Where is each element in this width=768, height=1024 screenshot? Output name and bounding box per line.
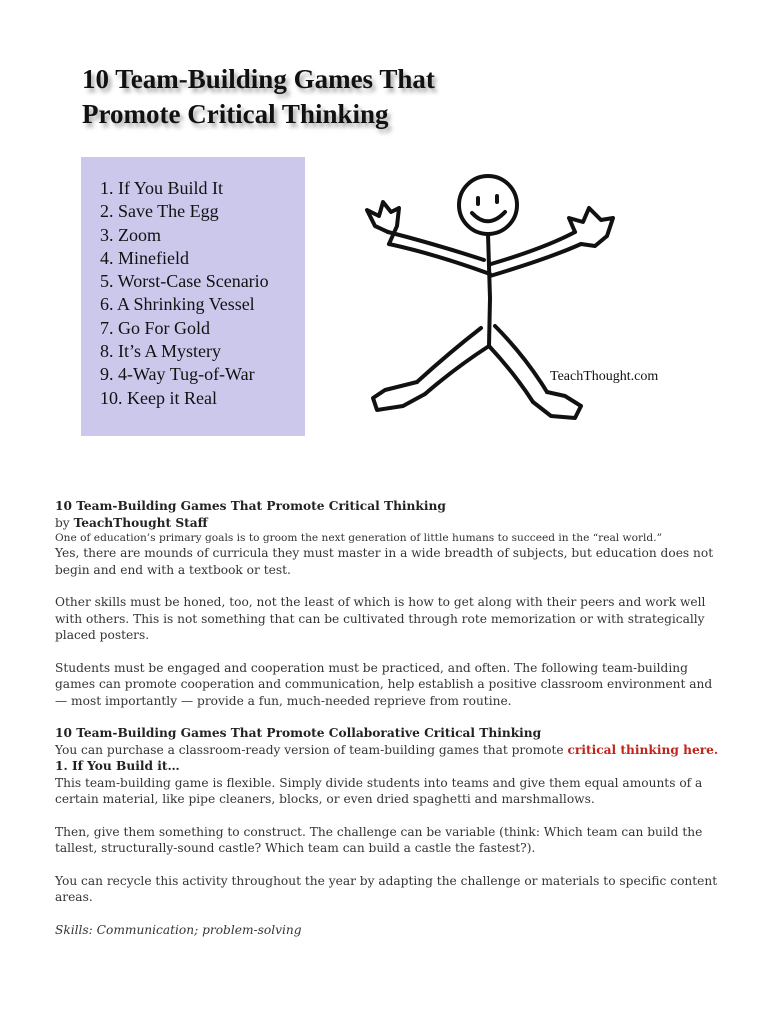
game-title: 1. If You Build it… bbox=[55, 759, 180, 773]
paragraph: This team-building game is flexible. Simply divide students into teams and give them equal amounts of a certain material, like pipe cleaners, blocks, or even dried spaghetti and marshmallows. bbox=[55, 775, 703, 806]
list-item: 7. Go For Gold bbox=[100, 317, 211, 338]
purchase-line bbox=[55, 742, 720, 759]
paragraph: Students must be engaged and cooperation must be practiced, and often. The following team-building games can promote cooperation and communication, help establish a positive classroom environment and — most importantly — provide a fun, much-needed reprieve from routine. bbox=[55, 660, 713, 708]
page-title bbox=[82, 62, 642, 132]
article-body bbox=[55, 498, 720, 938]
list-item: 9. 4-Way Tug-of-War bbox=[100, 364, 255, 385]
list-item: 1. If You Build It bbox=[100, 178, 224, 198]
critical-thinking-link[interactable]: critical thinking here. bbox=[567, 742, 719, 757]
title-line-1: 10 Team-Building Games That bbox=[82, 64, 435, 94]
list-item: 4. Minefield bbox=[100, 247, 189, 268]
intro-text: One of education’s primary goals is to groom the next generation of little humans to succeed in the “real world.” bbox=[55, 532, 662, 544]
image-credit: TeachThought.com bbox=[550, 369, 659, 384]
list-item: 5. Worst-Case Scenario bbox=[100, 271, 269, 292]
list-item: 3. Zoom bbox=[100, 224, 161, 245]
purchase-text: You can purchase a classroom-ready version of team-building games that promote bbox=[55, 742, 568, 757]
list-item: 2. Save The Egg bbox=[100, 201, 219, 222]
author-name: TeachThought Staff bbox=[73, 515, 208, 530]
list-item: 10. Keep it Real bbox=[100, 387, 217, 408]
list-item: 6. A Shrinking Vessel bbox=[100, 294, 255, 315]
article-heading: 10 Team-Building Games That Promote Critical Thinking bbox=[55, 499, 446, 513]
list-item: 8. It’s A Mystery bbox=[100, 341, 222, 362]
skills-line: Skills: Communication; problem-solving bbox=[55, 922, 302, 937]
byline bbox=[55, 515, 720, 532]
paragraph: You can recycle this activity throughout the year by adapting the challenge or materials to specific content areas. bbox=[55, 873, 718, 904]
title-line-2: Promote Critical Thinking bbox=[82, 99, 389, 129]
section-heading: 10 Team-Building Games That Promote Collaborative Critical Thinking bbox=[55, 726, 542, 740]
paragraph: Other skills must be honed, too, not the least of which is how to get along with their peers and work well with others. This is not something that can be cultivated through rote memorization or with strategically placed posters. bbox=[55, 595, 706, 642]
paragraph: Yes, there are mounds of curricula they must master in a wide breadth of subjects, but education does not begin and end with a textbook or test. bbox=[55, 546, 714, 577]
byline-label: by bbox=[55, 515, 74, 530]
stick-figure-icon bbox=[355, 168, 655, 438]
paragraph: Then, give them something to construct. The challenge can be variable (think: Which team can build the tallest, structurally-sound castle? Which team can build a castle the fastest?). bbox=[55, 824, 703, 855]
games-list bbox=[81, 157, 305, 410]
games-list-box bbox=[81, 157, 305, 436]
